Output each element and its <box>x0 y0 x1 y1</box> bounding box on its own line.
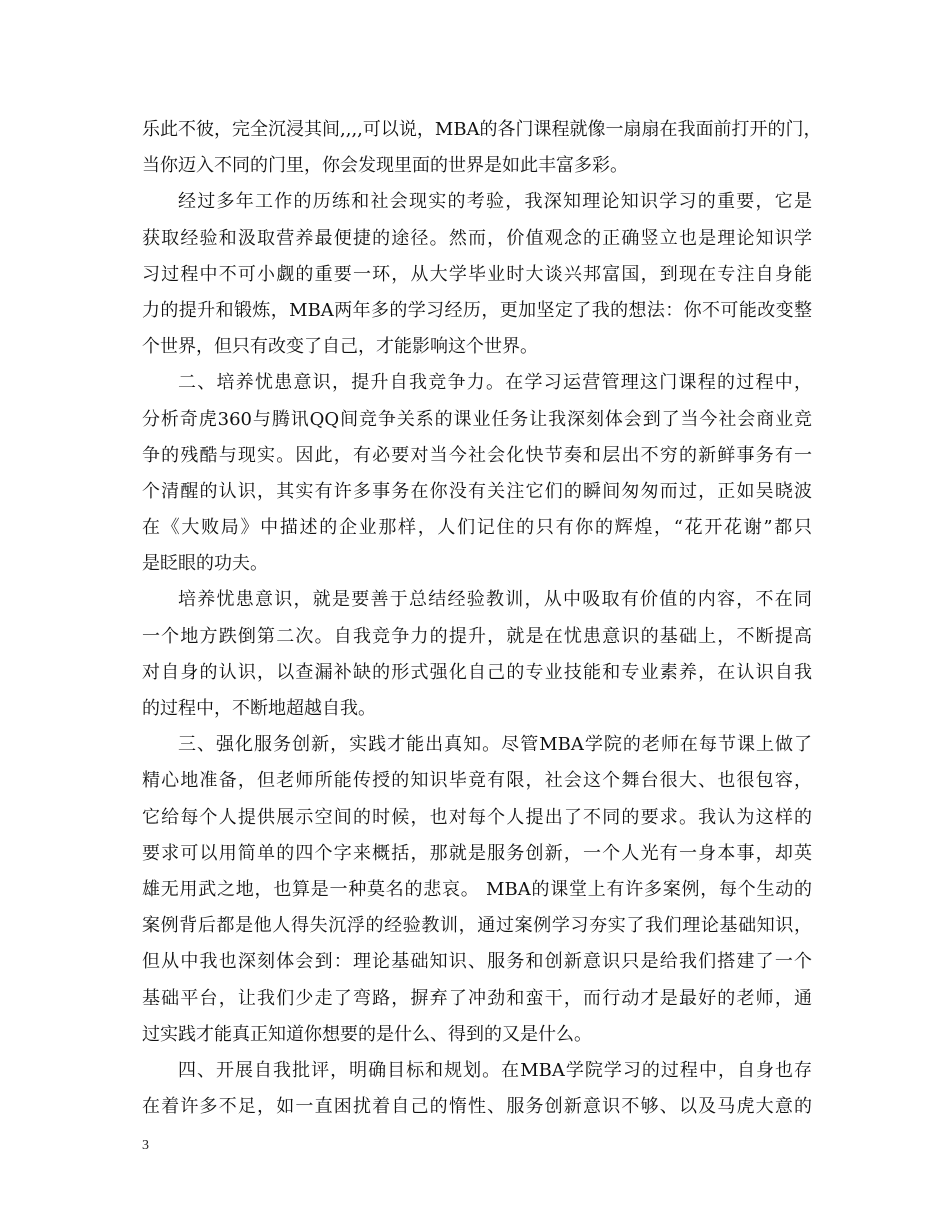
text-line: 是眨眼的功夫。 <box>142 553 268 575</box>
text-line: 争的残酷与现实。因此，有必要对当今社会化快节奏和层出不穷的新鲜事务有一 <box>142 444 812 466</box>
text-line: 三、强化服务创新，实践才能出真知。尽管MBA学院的老师在每节课上做了 <box>178 734 812 756</box>
text-line: 培养忧患意识，就是要善于总结经验教训，从中吸取有价值的内容，不在同 <box>178 589 812 611</box>
text-line: 要求可以用简单的四个字来概括，那就是服务创新，一个人光有一身本事，却英 <box>142 842 812 864</box>
text-line: 在着许多不足，如一直困扰着自己的惰性、服务创新意识不够、以及马虎大意的 <box>142 1096 812 1118</box>
text-line: 基础平台，让我们少走了弯路，摒弃了冲劲和蛮干，而行动才是最好的老师，通 <box>142 987 812 1009</box>
text-line: 二、培养忧患意识，提升自我竞争力。在学习运营管理这门课程的过程中， <box>178 372 812 394</box>
text-line: 经过多年工作的历练和社会现实的考验，我深知理论知识学习的重要，它是 <box>178 191 812 213</box>
text-line: 四、开展自我批评，明确目标和规划。在MBA学院学习的过程中，自身也存 <box>178 1059 812 1081</box>
text-line: 雄无用武之地，也算是一种莫名的悲哀。 MBA的课堂上有许多案例，每个生动的 <box>142 878 812 900</box>
text-line: 对自身的认识，以查漏补缺的形式强化自己的专业技能和专业素养，在认识自我 <box>142 661 812 683</box>
text-line: 获取经验和汲取营养最便捷的途径。然而，价值观念的正确竖立也是理论知识学 <box>142 227 812 249</box>
paragraph <box>142 727 812 1053</box>
paragraph <box>142 582 812 727</box>
text-line: 的过程中，不断地超越自我。 <box>142 698 376 719</box>
paragraph <box>142 184 812 365</box>
text-line: 在《大败局》中描述的企业那样，人们记住的只有你的辉煌，“花开花谢”都只 <box>142 517 812 539</box>
document-body <box>142 112 822 1125</box>
text-line: 习过程中不可小觑的重要一环，从大学毕业时大谈兴邦富国，到现在专注自身能 <box>142 263 812 285</box>
text-line: 分析奇虎360与腾讯QQ间竞争关系的课业任务让我深刻体会到了当今社会商业竞 <box>142 408 812 430</box>
text-line: 力的提升和锻炼，MBA两年多的学习经历，更加坚定了我的想法：你不可能改变整 <box>142 299 812 321</box>
text-line: 过实践才能真正知道你想要的是什么、得到的又是什么。 <box>142 1023 592 1045</box>
page-number: 3 <box>142 1138 149 1153</box>
paragraph <box>142 365 812 582</box>
text-line: 但从中我也深刻体会到：理论基础知识、服务和创新意识只是给我们搭建了一个 <box>142 951 812 973</box>
paragraph <box>142 112 822 184</box>
paragraph <box>142 1053 812 1125</box>
text-line: 个世界，但只有改变了自己，才能影响这个世界。 <box>142 336 538 358</box>
text-line: 案例背后都是他人得失沉浮的经验教训，通过案例学习夯实了我们理论基础知识， <box>142 915 812 937</box>
text-line: 一个地方跌倒第二次。自我竞争力的提升，就是在忧患意识的基础上，不断提高 <box>142 625 812 647</box>
text-line: 乐此不彼，完全沉浸其间,,,,可以说，MBA的各门课程就像一扇扇在我面前打开的门， <box>142 119 822 140</box>
text-line: 当你迈入不同的门里，你会发现里面的世界是如此丰富多彩。 <box>142 155 628 177</box>
text-line: 它给每个人提供展示空间的时候，也对每个人提出了不同的要求。我认为这样的 <box>142 806 812 828</box>
text-line: 精心地准备，但老师所能传授的知识毕竟有限，社会这个舞台很大、也很包容， <box>142 770 812 792</box>
text-line: 个清醒的认识，其实有许多事务在你没有关注它们的瞬间匆匆而过，正如吴晓波 <box>142 480 812 502</box>
